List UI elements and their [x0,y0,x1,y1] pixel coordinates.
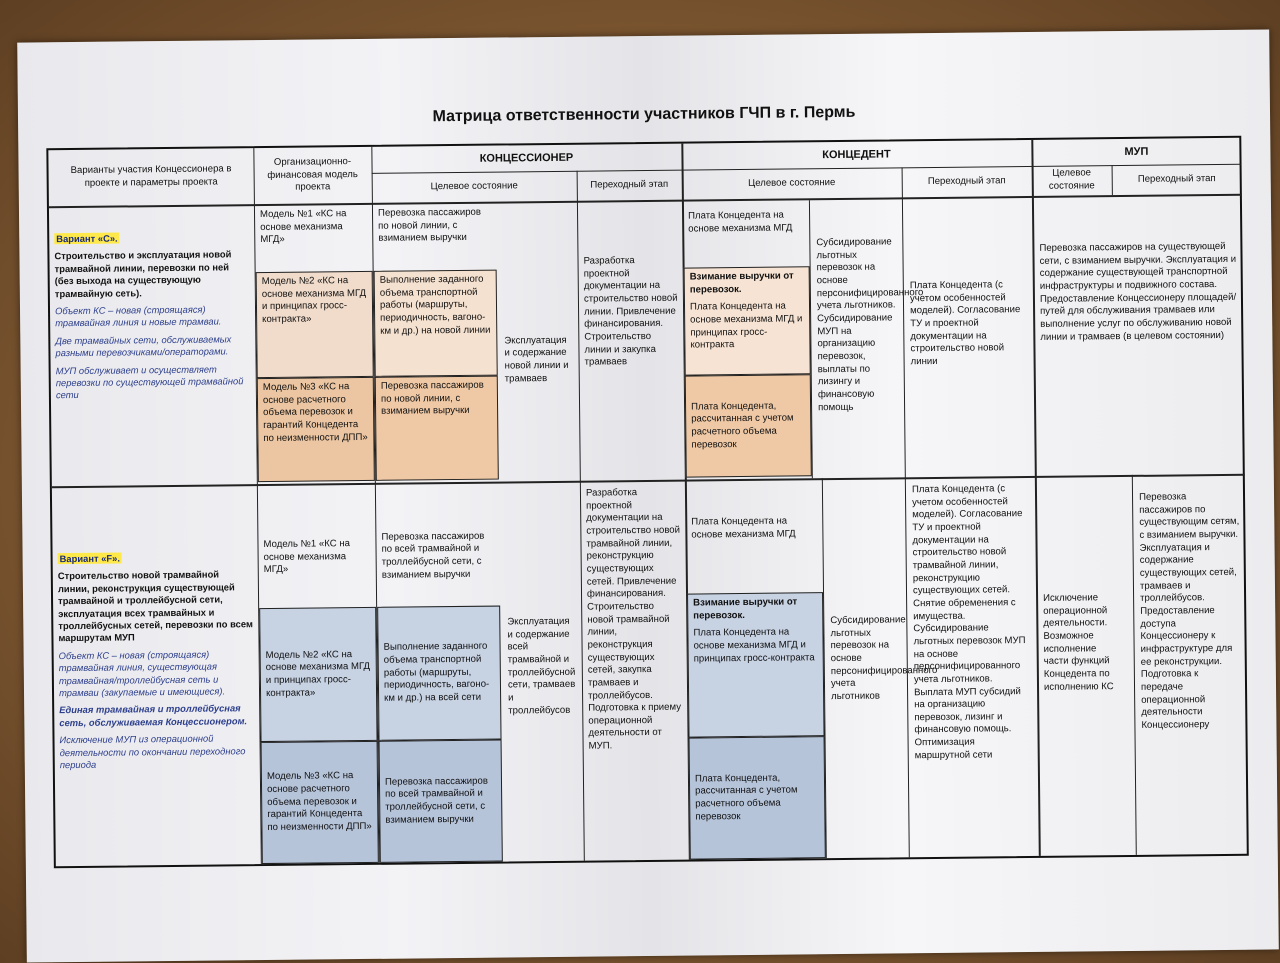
variant-c-model-1: Модель №1 «КС на основе механизма МГД» [259,208,347,246]
variant-f-label: Вариант «F». [59,552,120,565]
header-concessioner: КОНЦЕССИОНЕР [479,151,574,165]
variant-f-c-subsidy: Субсидирование льготных перевозок на основе персонифицированного учета льготников [830,614,938,703]
variant-c-c-2 [684,266,811,375]
variant-f-desc: Строительство новой трамвайной линии, реконструкция существующей трамвайной и троллейбусной сети, эксплуатация всех трамвайных и троллейбусных сетей, перевозки по всем маршрутам МУП [57,568,253,644]
variant-f-exclusion: Исключение МУП из операционной деятельности по окончании переходного периода [59,732,246,771]
header-c-target: Целевое состояние [748,176,836,189]
header-k-target: Целевое состояние [430,180,518,192]
header-m-transition: Переходный этап [1137,172,1216,185]
variant-c-k-transition: Разработка проектной документации на строительство новой линии. Привлечение финансирования. Строительство линии и закупка трамваев [583,255,678,368]
variant-f-model-3: Модель №3 «КС на основе расчетного объема перевозок и гарантий Концедента по неизменности ДПП» [261,741,379,864]
variant-f-model-1: Модель №1 «КС на основе механизма МГД» [263,538,350,576]
variant-c-mup: МУП обслуживает и осуществляет перевозки по существующей трамвайной сети [55,363,244,401]
variant-f-k-transition: Разработка проектной документации на строительство новой трамвайной линии, реконструкцию существующих сетей. Привлечение финансирования. Строительство новой трамвайной линии, реконструкция существующих сетей, закупка трамваев и троллейбусов. Подготовка к приему операционной деятельности от МУП. [585,487,682,752]
page-title: Матрица ответственности участников ГЧП в г. Пермь [432,103,856,126]
variant-f-c-3: Плата Концедента, рассчитанная с учетом расчетного объема перевозок [689,736,826,859]
variant-c-c-2b: Плата Концедента на основе механизма МГД и принципах гросс-контракта [689,300,803,351]
header-model: Организационно-финансовая модель проекта [267,156,358,194]
variant-f-c-1: Плата Концедента на основе механизма МГД [691,515,796,541]
variant-f-c-2a: Взимание выручки от перевозок. [693,596,798,622]
variant-c-c-2a: Взимание выручки от перевозок. [689,270,794,296]
variant-c-k-3: Перевозка пассажиров по новой линии, с взиманием выручки [375,376,499,481]
variant-f-c-transition: Плата Концедента (с учетом особенностей моделей). Согласование ТУ и проектной документации на строительство новой трамвайной линии, реконструкцию существующих сетей. Снятие обременения с имущества. Субсидирование льготных перевозок МУП на основе персонифицированного учета льготников. Выплата МУП субсидий на организацию перевозок, лизинг и финансовую помощь. Оптимизация маршрутной сети [911,483,1026,762]
header-concedent: КОНЦЕДЕНТ [822,148,891,161]
header-variants: Варианты участия Концессионера в проекте и параметры проекта [70,163,232,189]
variant-f-object: Объект КС – новая (строящаяся) трамвайная линия, существующая трамвайная/троллейбусная сеть и трамваи (закупаемые и имеющиеся). [58,648,226,699]
variant-f-net: Единая трамвайная и троллейбусная сеть, обслуживаемая Концессионером. [59,702,248,729]
variant-f-model-2: Модель №2 «КС на основе механизма МГД и принципах гросс-контракта» [259,607,377,742]
variant-f-k-1: Перевозка пассажиров по всей трамвайной и троллейбусной сети, с взиманием выручки [381,530,485,581]
variant-c-object: Объект КС – новая (строящаяся) трамвайная линия и новые трамваи. [54,303,222,329]
variant-c-model-2: Модель №2 «КС на основе механизма МГД и принципах гросс-контракта» [256,271,374,378]
variant-f-mup-transition: Перевозка пассажиров по существующим сетям, с взиманием выручки. Эксплуатация и содержание существующих сетей, трамваев и троллейбусов. Предоставление доступа Концессионеру к инфраструктуре для ее реконструкции. Подготовка к передаче операционной деятельности Концессионеру [1138,491,1240,731]
variant-c-desc: Строительство и эксплуатация новой трамвайной линии, перевозки по ней (без выхода на существующую трамвайную сеть). [54,248,232,299]
variant-c-nets: Две трамвайных сети, обслуживаемых разными перевозчиками/операторами. [55,333,232,359]
variant-c-k-1: Перевозка пассажиров по новой линии, с взиманием выручки [377,206,482,245]
variant-c-k-2: Выполнение заданного объема транспортной работы (маршруты, периодичность, вагоно-км и др.) на новой линии [374,270,498,377]
variant-f-description [53,548,261,866]
header-mup: МУП [1124,145,1149,158]
variant-f-k-operations: Эксплуатация и содержание всей трамвайной и троллейбусной сети, трамваев и троллейбусов [507,615,576,717]
variant-c-label: Вариант «С». [56,232,118,245]
document-sheet [17,29,1279,962]
variant-c-c-transition: Плата Концедента (с учетом особенностей моделей). Согласование ТУ и проектной документации на строительство новой линии [909,279,1021,368]
variant-c-description [49,228,257,480]
variant-f-c-2b: Плата Концедента на основе механизма МГД и принципах гросс-контракта [693,626,815,665]
variant-f-mup-target: Исключение операционной деятельности. Возможное исполнение части функций Концедента по исполнению КС [1043,592,1114,693]
variant-c-c-1: Плата Концедента на основе механизма МГД [688,209,793,235]
header-k-transition: Переходный этап [590,178,669,191]
variant-c-model-3: Модель №3 «КС на основе расчетного объема перевозок и гарантий Концедента по неизменности ДПП» [257,377,375,482]
variant-c-mup: Перевозка пассажиров на существующей сети, с взиманием выручки. Эксплуатация и содержание существующей транспортной инфраструктуры и подвижного состава. Предоставление Концессионеру площадей/путей для обслуживания трамваев или выполнение услуг по обслуживанию новой линии и трамваев (в целевом состоянии) [1039,240,1237,343]
variant-f-k-2: Выполнение заданного объема транспортной работы (маршруты, периодичность, вагоно-км и др.) на всей сети [377,606,501,741]
header-c-transition: Переходный этап [927,174,1006,187]
variant-c-k-operations: Эксплуатация и содержание новой линии и трамваев [504,334,569,385]
responsibility-matrix [46,136,1248,868]
variant-c-c-subsidy: Субсидирование льготных перевозок на основе персонифицированного учета льготников. Субсидирование МУП на организацию перевозок, выплаты по лизингу и финансовую помощь [816,236,924,413]
variant-f-k-3: Перевозка пассажиров по всей трамвайной и троллейбусной сети, с взиманием выручки [379,740,503,863]
variant-f-c-2 [687,592,825,737]
variant-c-c-3: Плата Концедента, рассчитанная с учетом расчетного объема перевозок [685,374,812,477]
header-m-target: Целевое состояние [1048,167,1095,192]
